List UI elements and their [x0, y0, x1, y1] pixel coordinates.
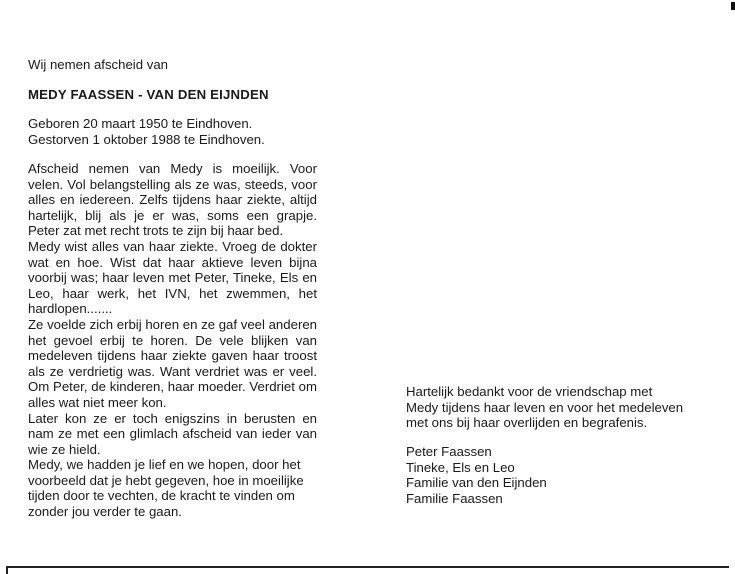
paragraph: Medy, we hadden je lief en we hopen, door het voorbeeld dat je hebt gegeven, hoe in moeilijke tijden door te vechten, de kracht te vinden om zonder jou verder te gaan.: [28, 457, 304, 520]
dates-block: [28, 116, 317, 147]
thanks-line: Hartelijk bedankt voor de vriendschap met: [406, 384, 653, 399]
signer: Peter Faassen: [406, 444, 492, 459]
intro-line: Wij nemen afscheid van: [28, 57, 169, 72]
scan-corner-mark: [731, 2, 735, 10]
signer: Familie van den Eijnden: [406, 475, 547, 491]
thanks-line: Medy tijdens haar leven en voor het medeleven: [406, 399, 684, 415]
bottom-edge-line: [6, 566, 729, 568]
signer: Tineke, Els en Leo: [406, 459, 515, 475]
paragraph: Later kon ze er toch enigszins in berusten en nam ze met een glimlach afscheid van ieder van wie ze hield.: [28, 410, 317, 457]
deceased-name: MEDY FAASSEN - VAN DEN EIJNDEN: [28, 87, 269, 102]
paragraph: Ze voelde zich erbij horen en ze gaf veel anderen het gevoel erbij te horen. De vele blijken van medeleven tijdens haar ziekte gaven haar troost als ze verdrietig was. Want verdriet was er veel. Om Peter, de kinderen, haar moeder. Verdriet om alles wat niet meer kon.: [28, 316, 317, 410]
paragraph: Medy wist alles van haar ziekte. Vroeg de dokter wat en hoe. Wist dat haar aktieve leven bijna voorbij was; haar leven met Peter, Tineke, Els en Leo, haar werk, het IVN, het zwemmen, het hardlopen.......: [28, 238, 317, 317]
thanks-block: [406, 384, 726, 431]
signer: Familie Faassen: [406, 490, 503, 506]
birth-line: Geboren 20 maart 1950 te Eindhoven.: [28, 116, 253, 131]
memorial-text: [28, 161, 317, 520]
bottom-edge-tick: [6, 566, 8, 574]
paragraph: Afscheid nemen van Medy is moeilijk. Voor velen. Vol belangstelling als ze was, steeds, voor alles en iedereen. Zelfs tijdens haar ziekte, altijd hartelijk, blij als je er was, soms een grapje. Peter zat met recht trots te zijn bij haar bed.: [28, 161, 317, 239]
signers-block: [406, 444, 726, 506]
thanks-line: met ons bij haar overlijden en begrafenis.: [406, 415, 648, 431]
death-line: Gestorven 1 oktober 1988 te Eindhoven.: [28, 131, 265, 147]
